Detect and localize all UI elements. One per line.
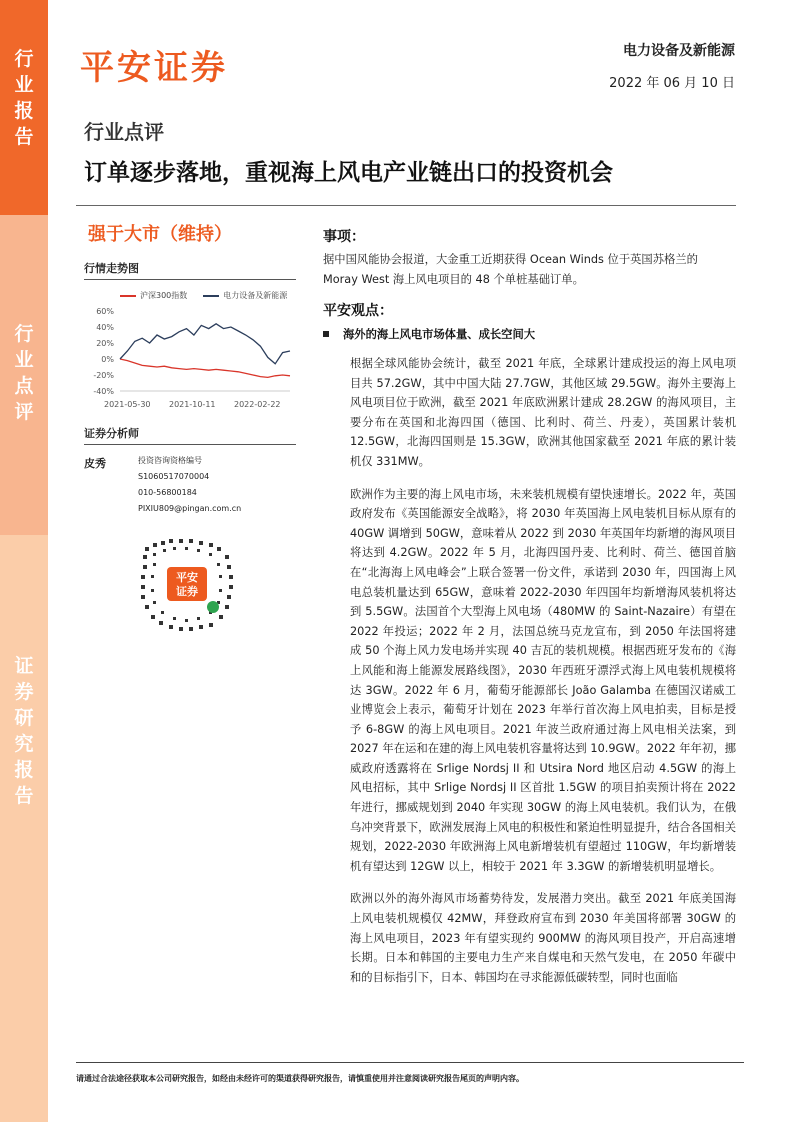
qr-logo-text-bottom: 证券 [176, 585, 198, 598]
sidebar-char: 行 [14, 48, 34, 70]
left-column [84, 220, 296, 633]
view-bullet [323, 326, 736, 342]
legend-swatch [120, 295, 136, 297]
analyst-divider [84, 444, 296, 445]
analyst-phone: 010-56800184 [138, 488, 197, 497]
y-tick-label: -40% [93, 387, 114, 396]
x-tick-label: 2021-10-11 [169, 400, 216, 409]
chart-label: 行情走势图 [84, 262, 139, 275]
analyst-email[interactable]: PIXIU809@pingan.com.cn [138, 504, 242, 513]
sidebar-char: 业 [14, 349, 34, 371]
bullet-square-icon [323, 331, 329, 337]
sidebar-char: 告 [14, 126, 34, 148]
y-tick-label: 60% [96, 307, 114, 316]
analyst-cert-no: S1060517070004 [138, 472, 210, 481]
sidebar-industry-review [0, 215, 48, 535]
sidebar-char: 告 [14, 785, 34, 807]
body-paragraph: 根据全球风能协会统计，截至 2021 年底，全球累计建成投运的海上风电项目共 57.2GW，其中中国大陆 27.7GW，其他区域 29.5GW。海外主要海上风电项目位于欧洲，截至 2021 年底欧洲累计建成 28.2GW 的海风项目，主要分布在英国和北海四国（德国、比利时、荷兰、丹麦），英国累计装机 12.5GW，北海四国则是 15.3GW，欧洲其他国家截至 2021 年底的累计装机仅 331MW。 [350, 357, 736, 468]
body-paragraph: 欧洲作为主要的海上风电市场，未来装机规模有望快速增长。2022 年，英国政府发布《英国能源安全战略》，将 2030 年英国海上风电装机目标从原有的 40GW 调增到 50GW，意味着从 2022 到 2030 年英国年均新增的海风项目将达到 4.2GW。2022 年 5 月，北海四国丹麦、比利时、荷兰、德国首脑在“北海海上风电峰会”上联合签署一份文件，承诺到 2030 年，四国海上风电总装机量达到 65GW，意味着 2022-2030 年四国年均新增海风装机将达到 5.5GW。法国首个大型海上风电场（480MW 的 Saint-Nazaire）有望在 2022 年投运；2022 年 2 月，法国总统马克龙宣布，到 2050 年法国将建成 50 个海上风力发电场并实现 40 吉瓦的装机规模。根据西班牙发布的《海上风能和海上能源发展路线图》，2030 年西班牙漂浮式海上风电装机规模将达 3GW。2022 年 6 月，葡萄牙能源部长 João Galamba 在德国汉诺威工业博览会上表示，葡萄牙计划在 2023 年举行首次海上风电拍卖，目标是授予 6-8GW 的海上风电项目。2021 年波兰政府通过海上风电相关法案，到 2027 年在运和在建的海上风电装机容量将达到 10.9GW。2022 年年初，挪威政府透露将在 Srlige Nordsj II 和 Utsira Nord 地区启动 4.5GW 的海上风电招标，其中 Srlige Nordsj II 区首批 1.5GW 的项目拍卖预计将在 2022 年进行，挪威规划到 2040 年实现 30GW 的海上风电装机。我们认为，在俄乌冲突背景下，欧洲发展海上风电的积极性和紧迫性明显提升，结合各国相关规划，2022-2030 年欧洲海上风电新增装机有望超过 110GW，年均新增装机有望达到 12GW 以上，相较于 2021 年 3.3GW 的新增装机明显增长。 [350, 487, 736, 873]
company-logo: 平安证券 [80, 48, 228, 88]
analyst-cert-label: 投资咨询资格编号 [138, 456, 202, 465]
y-tick-label: 20% [96, 339, 114, 348]
report-title: 订单逐步落地，重视海上风电产业链出口的投资机会 [84, 160, 613, 186]
analyst-card [84, 455, 296, 517]
analyst-name: 皮秀 [84, 457, 106, 470]
chart-legend [120, 290, 296, 301]
view-heading: 平安观点： [323, 303, 393, 319]
y-tick-label: 0% [101, 355, 114, 364]
market-trend-chart [84, 303, 296, 415]
header-meta [609, 40, 735, 91]
y-tick-label: 40% [96, 323, 114, 332]
qr-code[interactable] [139, 537, 235, 633]
legend-item [203, 290, 287, 301]
body-text [350, 354, 736, 987]
report-date: 2022 年 06 月 10 日 [609, 76, 735, 91]
series-line [120, 324, 290, 364]
sidebar-char: 点 [14, 375, 34, 397]
x-tick-label: 2021-05-30 [104, 400, 151, 409]
y-tick-label: -20% [93, 371, 114, 380]
legend-label: 电力设备及新能源 [223, 291, 288, 300]
industry-category: 电力设备及新能源 [623, 43, 735, 59]
title-divider [76, 205, 736, 206]
chart-divider [84, 279, 296, 280]
sidebar [0, 0, 48, 1122]
sidebar-industry-report [0, 0, 48, 215]
legend-item [120, 290, 187, 301]
sidebar-char: 究 [14, 733, 34, 755]
rating: 强于大市（维持） [88, 224, 232, 245]
report-type: 行业点评 [84, 120, 164, 144]
main-column [323, 226, 736, 1000]
analyst-info [138, 453, 241, 517]
footer-divider [76, 1062, 744, 1063]
x-tick-label: 2022-02-22 [234, 400, 281, 409]
legend-label: 沪深300指数 [140, 291, 188, 300]
sidebar-char: 报 [14, 759, 34, 781]
series-line [120, 359, 290, 377]
event-heading: 事项： [323, 229, 365, 245]
event-text: 据中国风能协会报道，大金重工近期获得 Ocean Winds 位于英国苏格兰的 Moray West 海上风电项目的 48 个单桩基础订单。 [323, 253, 698, 286]
qr-logo-text-top: 平安 [176, 571, 198, 584]
sidebar-char: 券 [14, 681, 34, 703]
footer-disclaimer: 请通过合法途径获取本公司研究报告，如经由未经许可的渠道获得研究报告，请慎重使用并注意阅读研究报告尾页的声明内容。 [76, 1074, 524, 1083]
sidebar-char: 报 [14, 100, 34, 122]
sidebar-char: 评 [14, 401, 34, 423]
legend-swatch [203, 295, 219, 297]
sidebar-char: 行 [14, 323, 34, 345]
sidebar-research-report [0, 535, 48, 1122]
sidebar-char: 业 [14, 74, 34, 96]
bullet-text: 海外的海上风电市场体量、成长空间大 [343, 328, 536, 341]
sidebar-char: 证 [14, 655, 34, 677]
analyst-label: 证券分析师 [84, 427, 139, 440]
body-paragraph: 欧洲以外的海外海风市场蓄势待发，发展潜力突出。截至 2021 年底美国海上风电装机规模仅 42MW，拜登政府宣布到 2030 年美国将部署 30GW 的海上风电项目，2023 年有望实现约 900MW 的海风项目投产，开启高速增长期。日本和韩国的主要电力生产来自煤电和天然气发电，在 2050 年碳中和的目标指引下，日本、韩国均在寻求能源低碳转型，同时也面临 [350, 892, 736, 984]
qr-pattern [139, 537, 235, 633]
sidebar-char: 研 [14, 707, 34, 729]
